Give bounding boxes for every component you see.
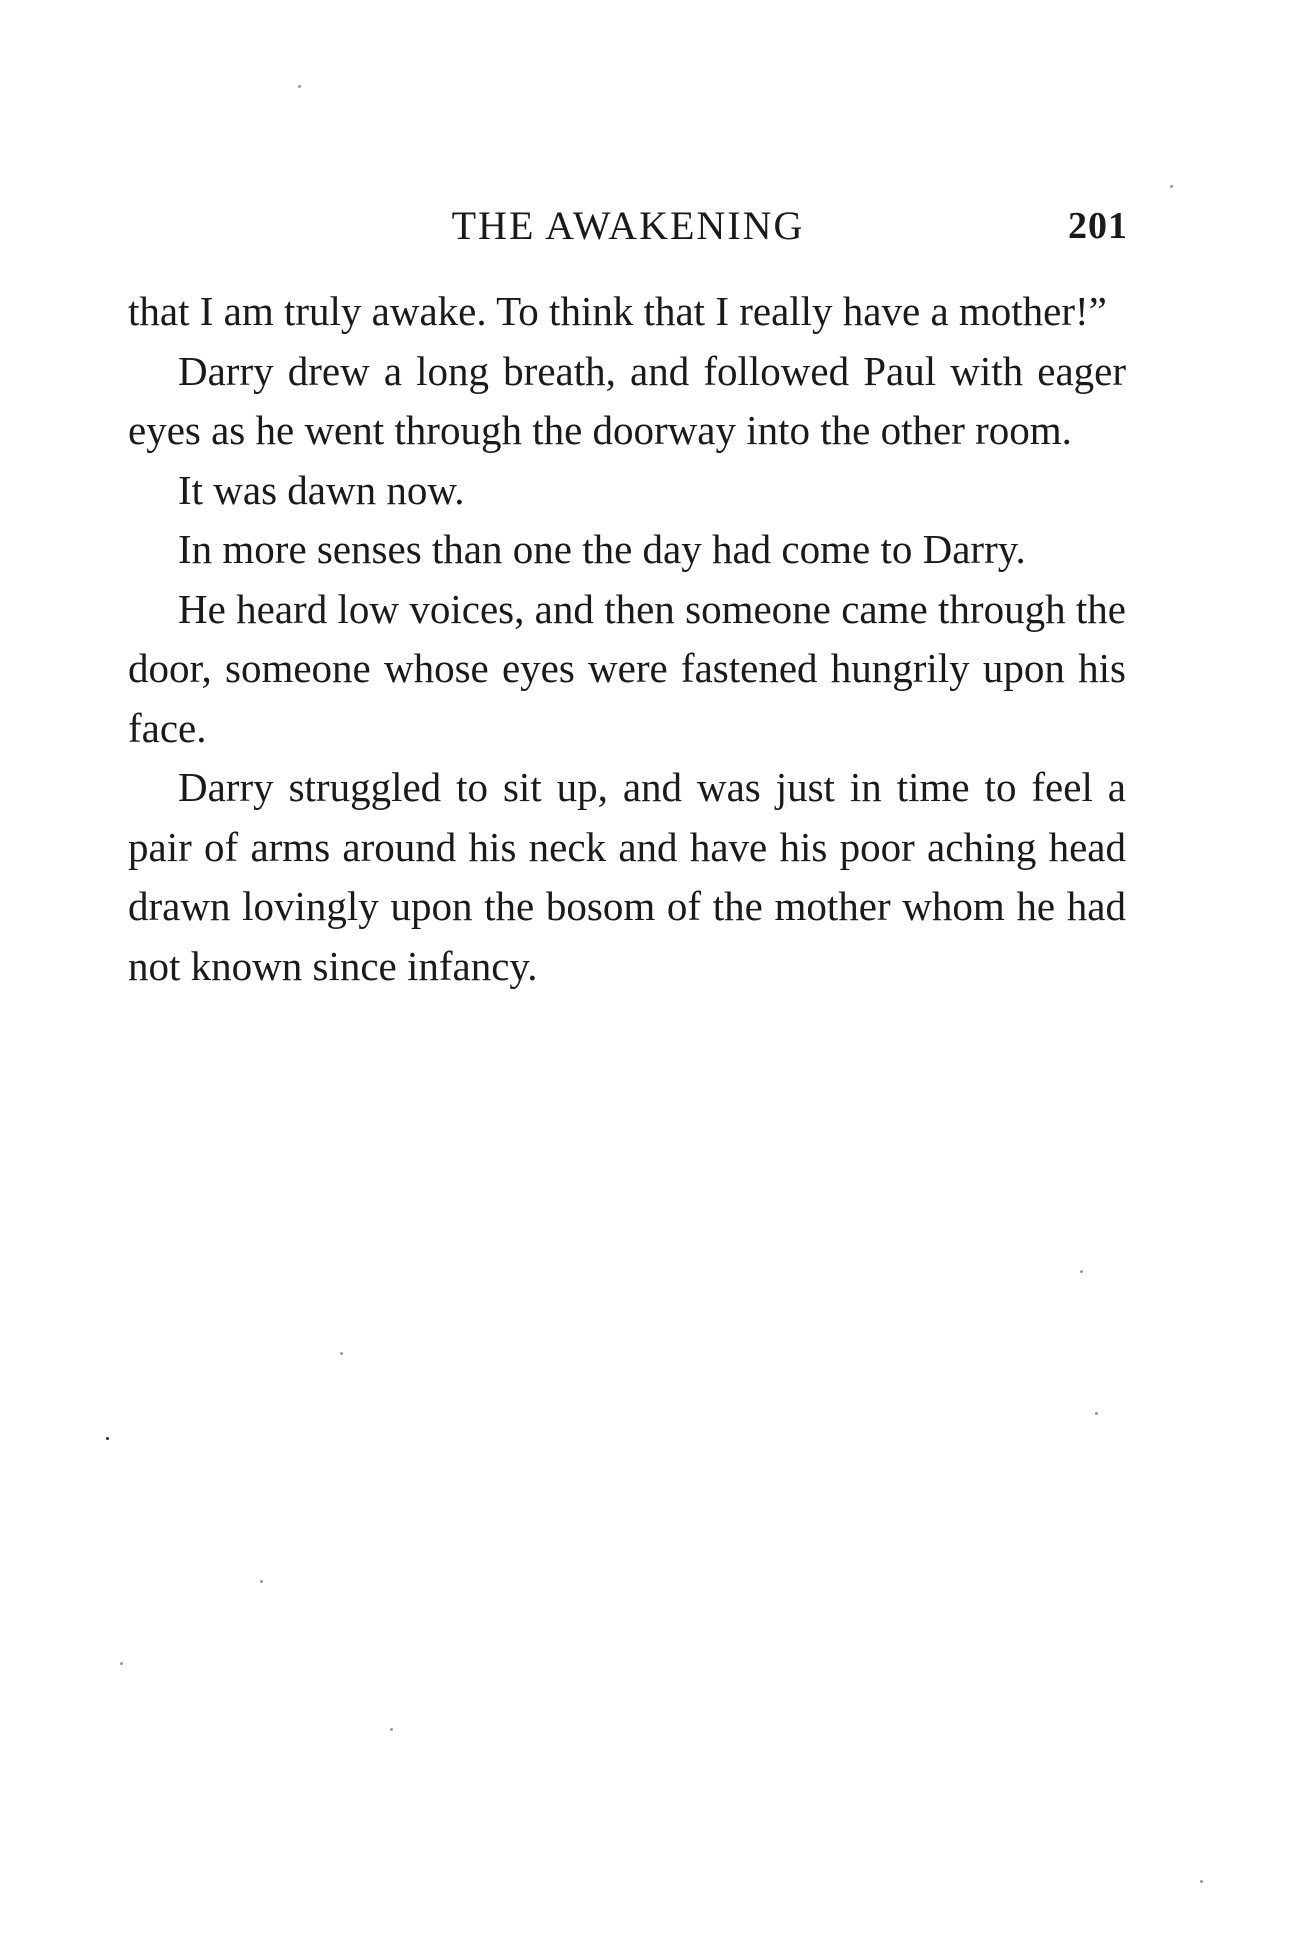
paragraph: He heard low voices, and then someone came through the door, someone whose eyes were fastened hungrily upon his face. bbox=[128, 585, 1126, 751]
paper-speck bbox=[106, 1437, 109, 1440]
paragraph: Darry drew a long breath, and followed Paul with eager eyes as he went through the doorway into the other room. bbox=[128, 347, 1126, 453]
paper-speck bbox=[1095, 1412, 1098, 1415]
paragraph: In more senses than one the day had come to Darry. bbox=[178, 526, 1026, 572]
paper-speck bbox=[120, 1662, 123, 1665]
paper-speck bbox=[390, 1728, 393, 1731]
body-text bbox=[128, 282, 1126, 996]
paper-speck bbox=[1080, 1270, 1083, 1273]
running-title: THE AWAKENING bbox=[451, 203, 805, 248]
paragraph: Darry struggled to sit up, and was just in time to feel a pair of arms around his neck and have his poor aching head drawn lovingly upon the bosom of the mother whom he had not known since infancy. bbox=[128, 764, 1126, 989]
running-head bbox=[128, 196, 1128, 256]
paper-speck bbox=[1200, 1880, 1203, 1883]
paragraph: It was dawn now. bbox=[178, 466, 465, 513]
paper-speck bbox=[340, 1352, 343, 1355]
page-number: 201 bbox=[1068, 205, 1128, 247]
paper-speck bbox=[1170, 185, 1173, 188]
paper-speck bbox=[298, 85, 301, 88]
paragraph: that I am truly awake. To think that I really have a mother!” bbox=[128, 288, 1107, 334]
paper-speck bbox=[260, 1580, 263, 1583]
